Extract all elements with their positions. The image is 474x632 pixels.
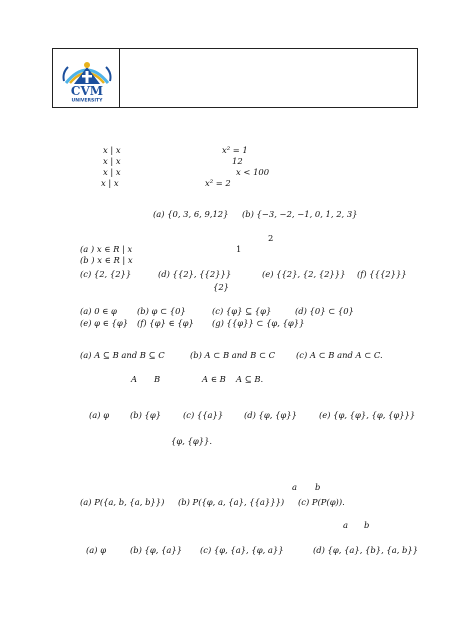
set-builder-left-2: x | x bbox=[103, 156, 121, 166]
q-subsets-A: A bbox=[131, 374, 138, 384]
q-elements-e: (e) {φ, {φ}, {φ, {φ}}} bbox=[319, 410, 416, 420]
q-membership-b: (b) φ ⊂ {0} bbox=[137, 306, 186, 316]
set-builder-left-1: x | x bbox=[103, 145, 121, 155]
header-box bbox=[52, 48, 418, 108]
q-subsets-c: (c) A ⊂ B and A ⊂ C. bbox=[296, 350, 383, 360]
q-power-sets-a: (a) φ bbox=[86, 545, 107, 555]
logo-text: CVM bbox=[70, 84, 104, 98]
q-power-a-label: a bbox=[292, 482, 297, 492]
q-subsets-in: A ∈ B bbox=[202, 374, 226, 384]
q-subsets-b: (b) A ⊂ B and B ⊂ C bbox=[190, 350, 276, 360]
set-builder-right-1: x² = 1 bbox=[222, 145, 248, 155]
q-elements-c: (c) {{a}} bbox=[183, 410, 224, 420]
q-real-a-left: (a ) x ∈ R | x bbox=[80, 244, 133, 254]
q-power-a: (a) P({a, b, {a, b}}) bbox=[80, 497, 165, 507]
q-nested-e: (e) {{2}, {2, {2}}} bbox=[262, 269, 346, 279]
q-power-c: (c) P(P(φ)). bbox=[298, 497, 345, 507]
q-nested-f: (f) {{{2}}} bbox=[357, 269, 407, 279]
q-subsets-a: (a) A ⊆ B and B ⊆ C bbox=[80, 350, 165, 360]
q-elements-extra: {φ, {φ}}. bbox=[171, 436, 213, 446]
q-membership-a: (a) 0 ∈ φ bbox=[80, 306, 117, 316]
q-power-sets-b-label: b bbox=[364, 520, 370, 530]
q-membership-f: (f) {φ} ∈ {φ} bbox=[137, 318, 194, 328]
q-membership-c: (c) {φ} ⊆ {φ} bbox=[212, 306, 272, 316]
q-elements-a: (a) φ bbox=[89, 410, 110, 420]
logo-subtext: UNIVERSITY bbox=[71, 98, 103, 103]
q-subsets-sub: A ⊆ B. bbox=[236, 374, 264, 384]
q-real-a-right: 1 bbox=[236, 244, 242, 254]
university-logo bbox=[58, 53, 116, 103]
q-sets-b: (b) {−3, −2, −1, 0, 1, 2, 3} bbox=[242, 209, 358, 219]
q-power-sets-a-label: a bbox=[343, 520, 348, 530]
q-nested-c: (c) {2, {2}} bbox=[80, 269, 132, 279]
q-power-sets-b: (b) {φ, {a}} bbox=[130, 545, 183, 555]
q-power-sets-d: (d) {φ, {a}, {b}, {a, b}} bbox=[313, 545, 419, 555]
q-power-sets-c: (c) {φ, {a}, {φ, a}} bbox=[200, 545, 284, 555]
set-builder-right-4: x² = 2 bbox=[205, 178, 231, 188]
set-builder-right-2: 12 bbox=[232, 156, 243, 166]
q-power-b: (b) P({φ, a, {a}, {{a}}}) bbox=[178, 497, 285, 507]
q-subsets-B: B bbox=[154, 374, 161, 384]
set-builder-right-3: x < 100 bbox=[236, 167, 270, 177]
q-power-b-label: b bbox=[315, 482, 321, 492]
q-elements-b: (b) {φ} bbox=[130, 410, 162, 420]
q-nested-extra: {2} bbox=[213, 282, 229, 292]
q-nested-d: (d) {{2}, {{2}}} bbox=[158, 269, 232, 279]
q-real-num2: 2 bbox=[268, 233, 274, 243]
q-sets-a: (a) {0, 3, 6, 9,12} bbox=[153, 209, 229, 219]
set-builder-left-4: x | x bbox=[101, 178, 119, 188]
q-membership-e: (e) φ ∈ {φ} bbox=[80, 318, 129, 328]
q-membership-d: (d) {0} ⊂ {0} bbox=[295, 306, 354, 316]
q-elements-d: (d) {φ, {φ}} bbox=[244, 410, 297, 420]
set-builder-left-3: x | x bbox=[103, 167, 121, 177]
q-membership-g: (g) {{φ}} ⊂ {φ, {φ}} bbox=[212, 318, 305, 328]
header-divider bbox=[119, 49, 120, 107]
q-real-b-left: (b ) x ∈ R | x bbox=[80, 255, 133, 265]
